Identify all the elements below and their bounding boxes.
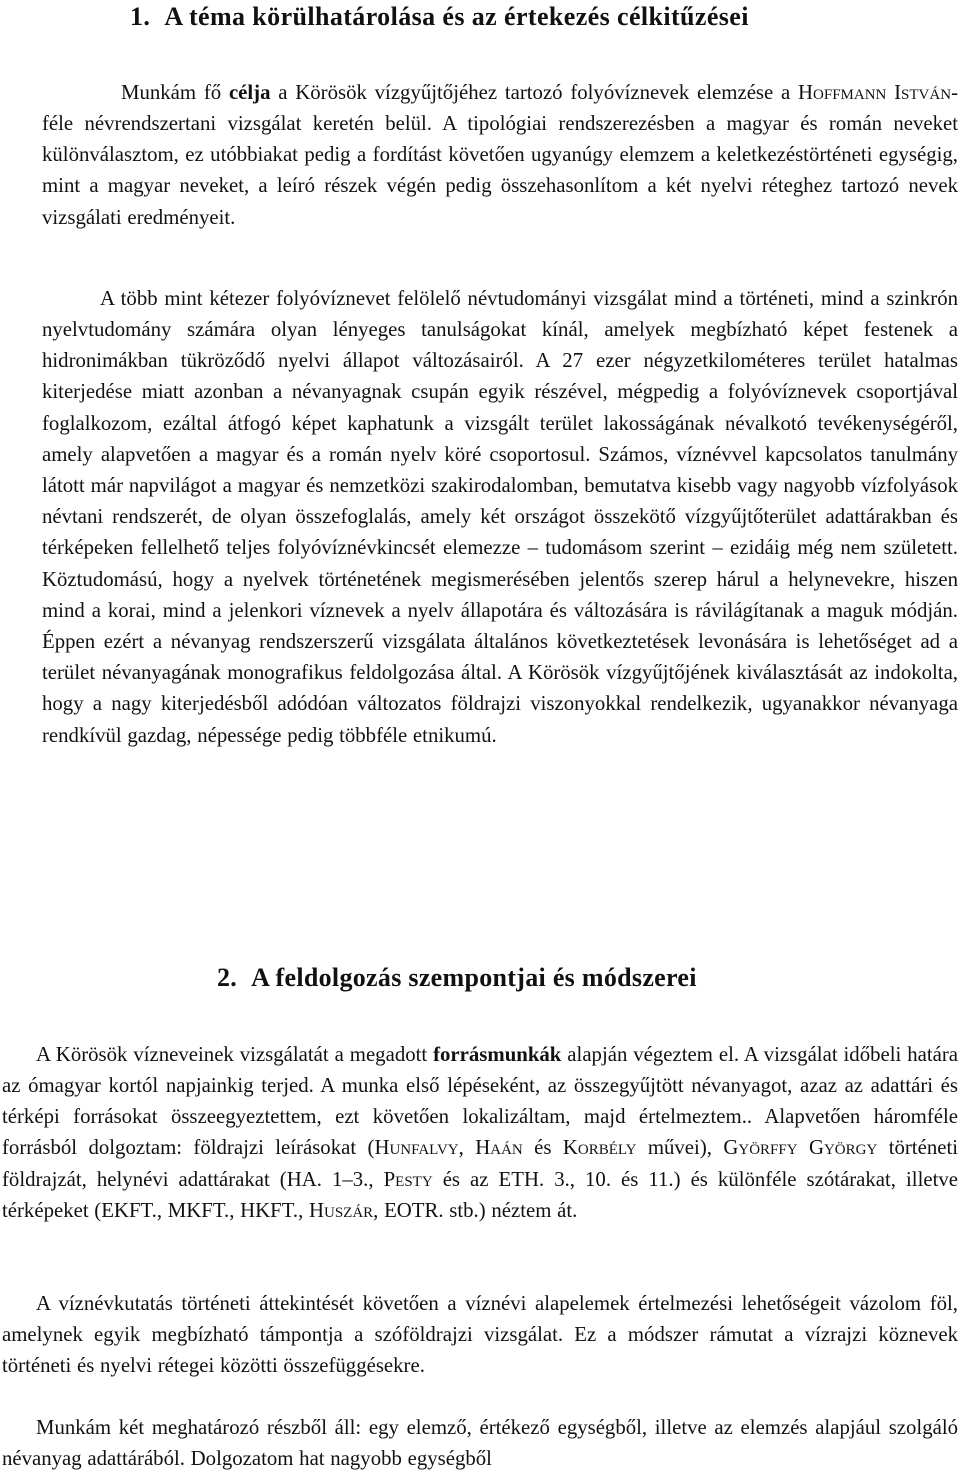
p3-text-h: , EOTR. stb.) néztem át.	[373, 1198, 578, 1222]
section-2-heading	[217, 961, 697, 995]
section-1-title: A téma körülhatárolása és az értekezés célkitűzései	[164, 2, 749, 31]
p3-author-pesty: Pesty	[383, 1167, 433, 1191]
p3-author-korbely: Korbély	[562, 1136, 637, 1160]
paragraph-4: A víznévkutatás történeti áttekintését követően a víznévi alapelemek értelmezési lehetőségeit vázolom föl, amelynek egyik megbízható támpontja a szóföldrajzi vizsgálat. Ez a módszer rámutat a vízrajzi köznevek történeti és nyelvi rétegei közötti összefüggésekre.	[2, 1291, 958, 1378]
p3-bold-term: forrásmunkák	[433, 1042, 562, 1066]
p3-author-hunfalvy: Hunfalvy	[374, 1136, 459, 1160]
p3-text-f: történeti földrajzát, helynévi adattárakat (HA. 1–3.,	[2, 1136, 959, 1191]
p1-text-c: -féle névrendszertani vizsgálat keretén belül. A tipológiai rendszerezésben a magyar és román neveket különválasztom, ez utóbbiakat pedig a fordítást követően ugyanúgy elemzem a keletkezéstörténeti egységig, mint a magyar neveket, a leíró részek végén pedig összehasonlítom a két nyelvi réteghez tartozó nevek vizsgálati eredményeit.	[42, 80, 958, 229]
p1-text-b: a Körösök vízgyűjtőjéhez tartozó folyóvíznevek elemzése a	[270, 80, 798, 104]
section-1-heading	[130, 0, 749, 34]
p3-author-haan: Haán	[475, 1136, 523, 1160]
p3-author-gyorffy: Györffy György	[723, 1136, 878, 1160]
p3-text-c: ,	[458, 1136, 476, 1160]
p1-text-a: Munkám fő	[121, 80, 229, 104]
paragraph-5: Munkám két meghatározó részből áll: egy elemző, értékező egységből, illetve az elemzés alapjául szolgáló névanyag adattárából. Dolgozatom hat nagyobb egységből	[2, 1415, 958, 1470]
section-2-title: A feldolgozás szempontjai és módszerei	[251, 963, 697, 992]
p3-text-d: és	[522, 1136, 563, 1160]
p3-text-g: és az ETH. 3., 10. és 11.) és különféle szótárakat, illetve térképeket (EKFT., MKFT., HKFT.,	[2, 1167, 958, 1222]
paragraph-1	[42, 77, 958, 233]
p1-author-name: Hoffmann István	[798, 80, 952, 104]
paragraph-3	[2, 1039, 958, 1226]
paragraph-2: A több mint kétezer folyóvíznevet felölelő névtudományi vizsgálat mind a történeti, mind a szinkrón nyelvtudomány számára olyan lényeges tanulságokat kínál, amelyek megbízható képet festenek a hidronimákban tükröződő nyelvi állapot változásairól. A 27 ezer négyzetkilométeres terület hatalmas kiterjedése miatt azonban a névanyagnak csupán egyik részével, mégpedig a folyóvíznevek csoportjával foglalkozom, ezáltal átfogó képet kaphatunk a vizsgált terület lakosságának névalkotó tevékenységéről, amely alapvetően a magyar és a román nyelv köré csoportosul. Számos, víznévvel kapcsolatos tanulmány látott már napvilágot a magyar és nemzetközi szakirodalomban, bemutatva kisebb vagy nagyobb vízfolyások névtani rendszerét, de olyan összefoglalás, amely két országot összekötő vízgyűjtőterület adattárakban és térképeken fellelhető teljes folyóvíznévkincsét elemezze – tudomásom szerint – ezidáig még nem született. Köztudomású, hogy a nyelvek történetének megismerésében jelentős szerep hárul a helynevekre, hiszen mind a korai, mind a jelenkori víznevek a nyelv állapotára és változására is rávilágítanak a maguk módján. Éppen ezért a névanyag rendszerszerű vizsgálata általános következtetések levonására is lehetőséget ad a terület névanyagának monografikus feldolgozása által. A Körösök vízgyűjtőjének kiválasztását az indokolta, hogy a nagy kiterjedésből adódóan változatos földrajzi viszonyokkal rendelkezik, ugyanakkor névanyaga rendkívül gazdag, népessége pedig többféle etnikumú.	[42, 286, 958, 747]
section-2-number: 2.	[217, 963, 238, 992]
section-1-number: 1.	[130, 2, 151, 31]
p3-author-huszar: Huszár	[308, 1198, 374, 1222]
p3-text-e: művei),	[636, 1136, 724, 1160]
p3-text-a: A Körösök vízneveinek vizsgálatát a megadott	[36, 1042, 434, 1066]
p1-bold-term: célja	[228, 80, 271, 104]
p3-text-b: alapján végeztem el. A vizsgálat időbeli határa az ómagyar kortól napjainkig terjed. A munka első lépéseként, az összegyűjtött névanyagot, azaz az adattári és térképi forrásokat összeegyeztettem, ezt követően lokalizáltam, majd értelmeztem.. Alapvetően háromféle forrásból dolgoztam: földrajzi leírásokat (	[2, 1042, 959, 1160]
